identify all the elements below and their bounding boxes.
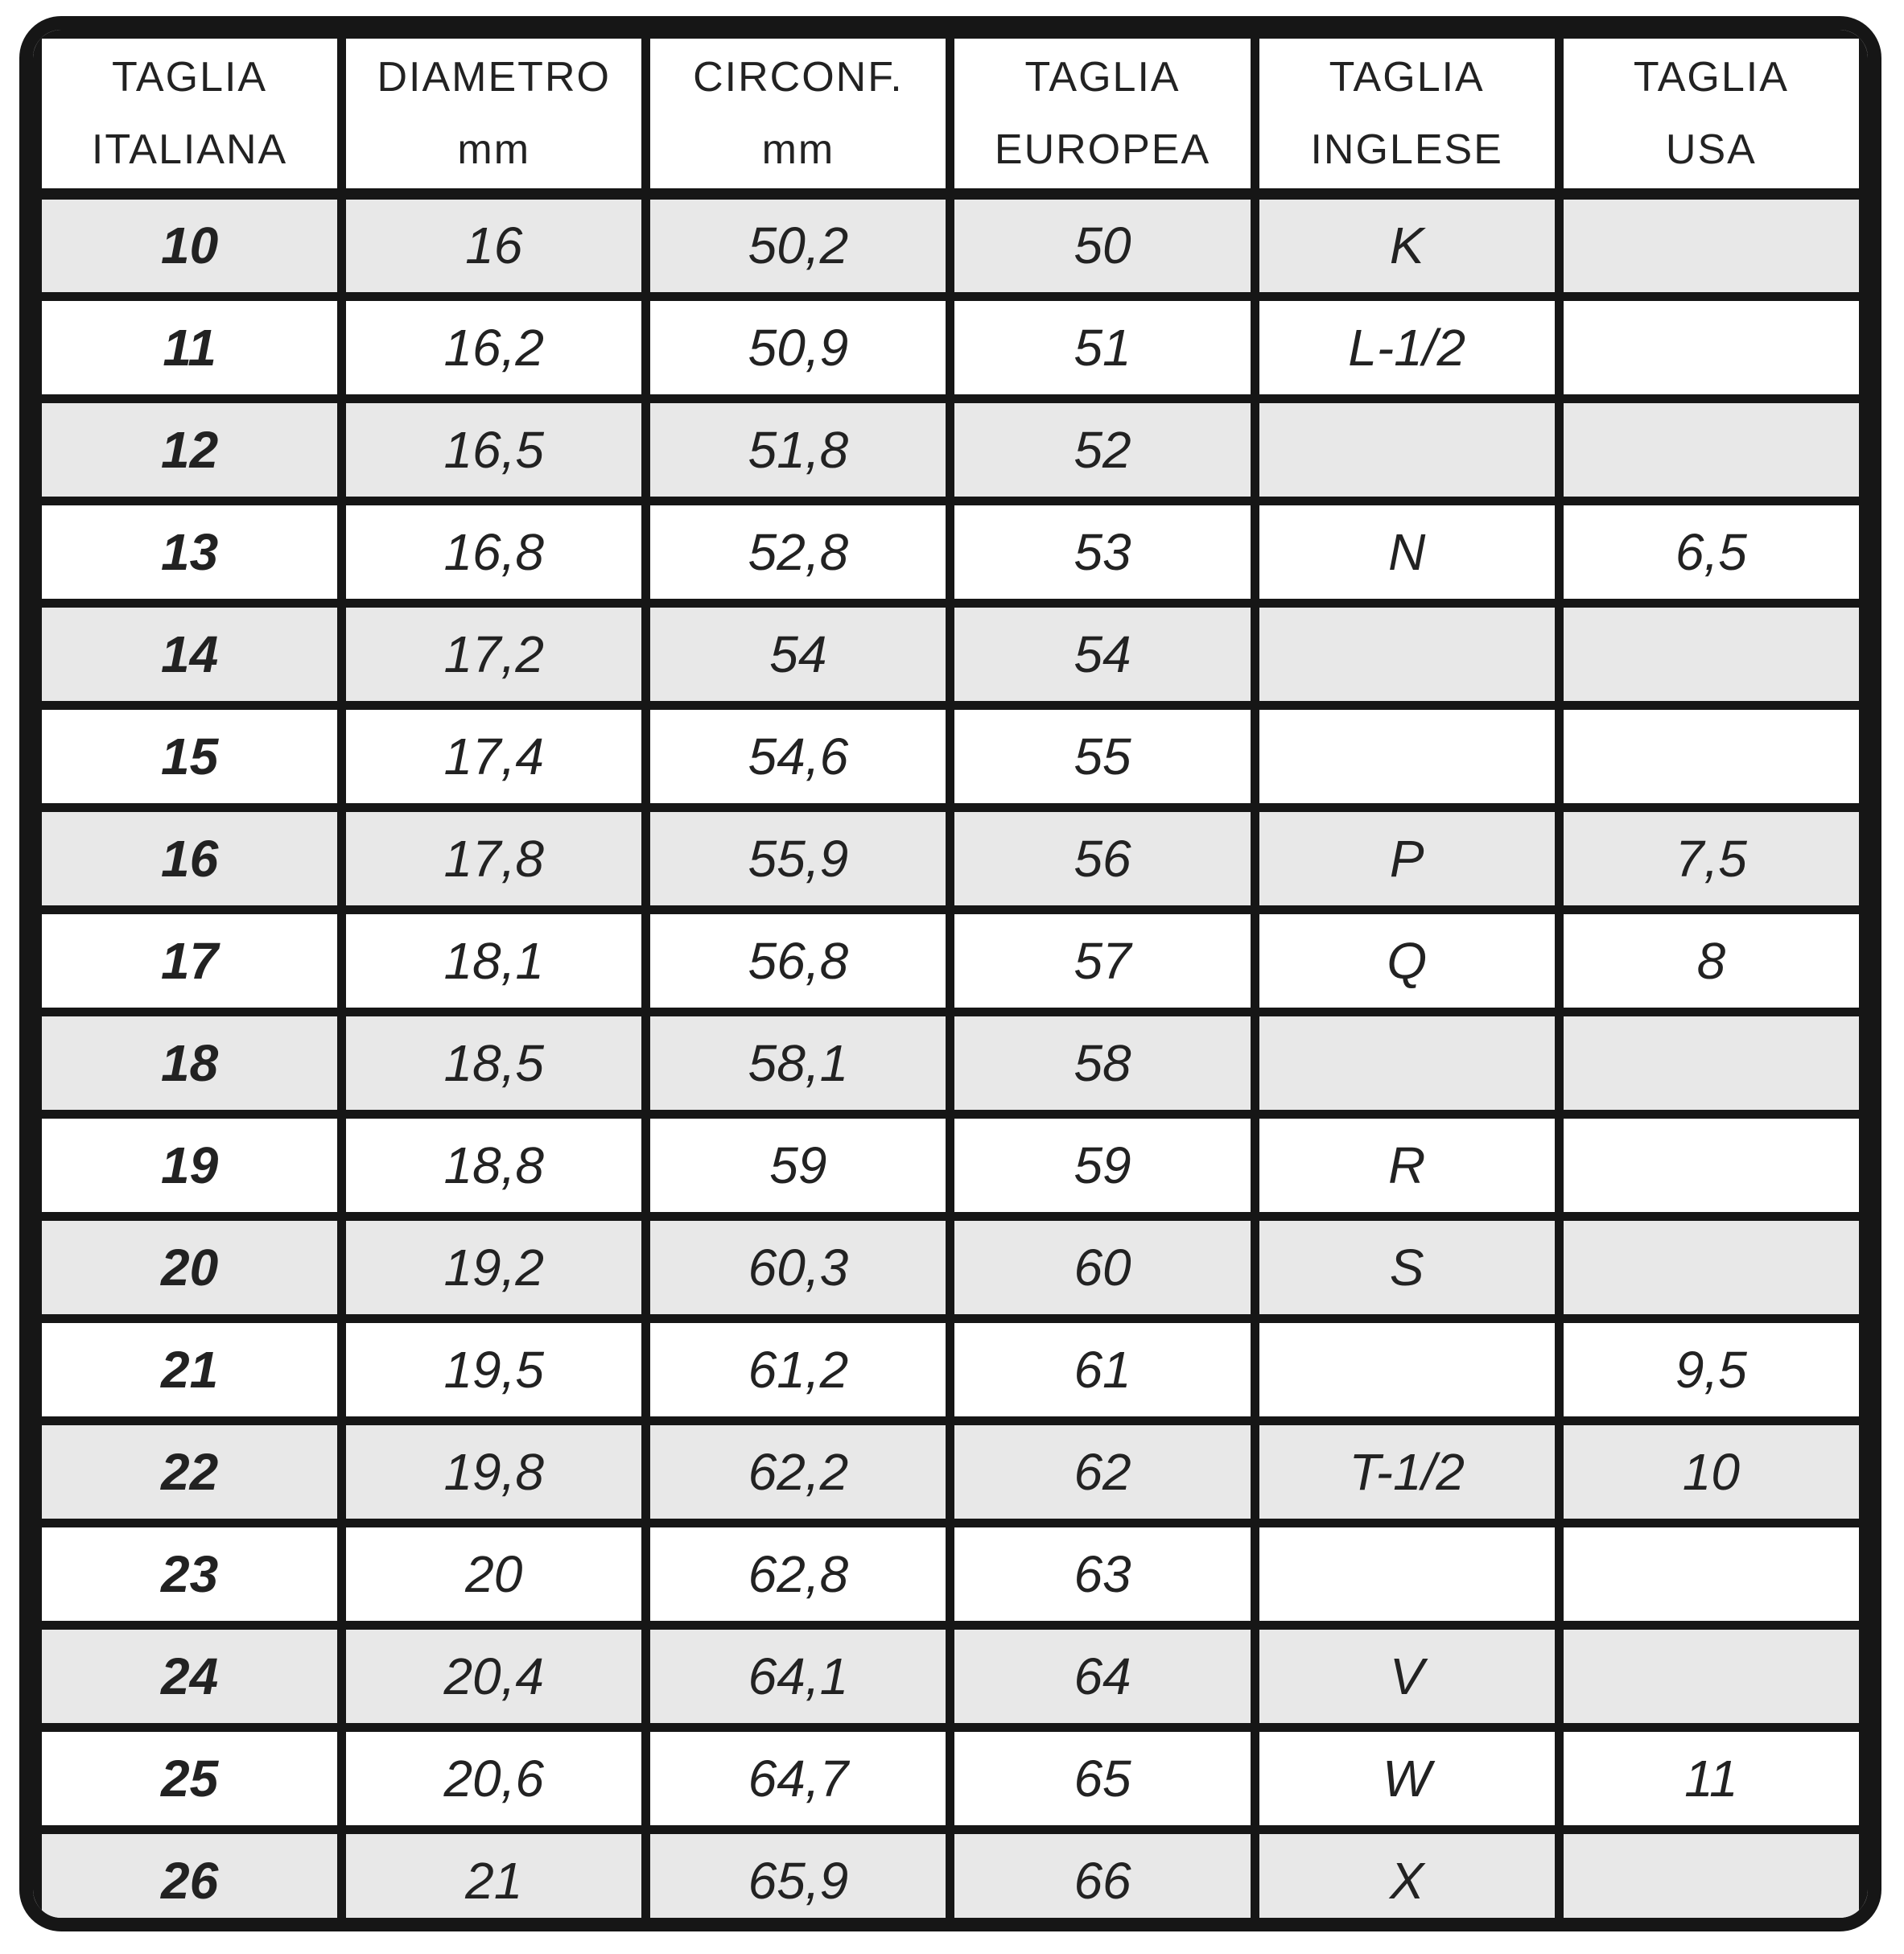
table-cell: 51,8: [646, 398, 950, 501]
table-cell: 18: [38, 1012, 342, 1114]
table-cell: 50: [950, 194, 1255, 296]
column-header-taglia-usa: [1559, 35, 1863, 195]
table-cell: [1559, 1523, 1863, 1625]
table-cell: 60: [950, 1216, 1255, 1318]
table-cell: [1559, 1625, 1863, 1727]
table-cell: X: [1255, 1829, 1559, 1931]
table-cell: 9,5: [1559, 1318, 1863, 1420]
table-cell: 25: [38, 1727, 342, 1829]
table-row: [38, 398, 1864, 501]
table-cell: 60,3: [646, 1216, 950, 1318]
column-title: TAGLIA: [1633, 54, 1789, 101]
table-cell: 21: [38, 1318, 342, 1420]
table-cell: [1255, 1012, 1559, 1114]
column-subtitle: USA: [1665, 126, 1757, 173]
column-header-taglia-inglese: [1255, 35, 1559, 195]
table-cell: 64: [950, 1625, 1255, 1727]
table-cell: [1559, 1216, 1863, 1318]
table-cell: S: [1255, 1216, 1559, 1318]
table-cell: 50,2: [646, 194, 950, 296]
table-body: [38, 194, 1864, 1931]
table-row: [38, 1420, 1864, 1523]
table-row: [38, 296, 1864, 398]
table-row: [38, 194, 1864, 296]
table-cell: 22: [38, 1420, 342, 1523]
table-cell: 62,2: [646, 1420, 950, 1523]
table-cell: 11: [38, 296, 342, 398]
table-cell: [1559, 194, 1863, 296]
table-header: [38, 35, 1864, 195]
table-cell: 8: [1559, 909, 1863, 1012]
table-row: [38, 603, 1864, 705]
table-row: [38, 909, 1864, 1012]
table-cell: 54: [646, 603, 950, 705]
table-cell: 56,8: [646, 909, 950, 1012]
table-cell: 56: [950, 807, 1255, 909]
table-cell: 54,6: [646, 705, 950, 807]
table-cell: P: [1255, 807, 1559, 909]
table-row: [38, 807, 1864, 909]
table-cell: 20: [38, 1216, 342, 1318]
table-cell: 16,5: [342, 398, 646, 501]
column-title: DIAMETRO: [377, 54, 611, 101]
table-cell: 24: [38, 1625, 342, 1727]
table-cell: [1559, 705, 1863, 807]
table-cell: 57: [950, 909, 1255, 1012]
column-title: TAGLIA: [112, 54, 268, 101]
table-cell: 16,2: [342, 296, 646, 398]
table-cell: 58: [950, 1012, 1255, 1114]
table-cell: 19,2: [342, 1216, 646, 1318]
table-row: [38, 1829, 1864, 1931]
table-cell: 15: [38, 705, 342, 807]
table-cell: 64,1: [646, 1625, 950, 1727]
table-cell: 16,8: [342, 501, 646, 603]
column-title: TAGLIA: [1024, 54, 1181, 101]
column-title: CIRCONF.: [693, 54, 904, 101]
table-cell: 7,5: [1559, 807, 1863, 909]
table-cell: 52,8: [646, 501, 950, 603]
table-row: [38, 1216, 1864, 1318]
table-cell: 58,1: [646, 1012, 950, 1114]
table-row: [38, 501, 1864, 603]
table-cell: [1255, 705, 1559, 807]
table-cell: 65: [950, 1727, 1255, 1829]
table-cell: 54: [950, 603, 1255, 705]
table-cell: 66: [950, 1829, 1255, 1931]
table-cell: 20,4: [342, 1625, 646, 1727]
table-cell: W: [1255, 1727, 1559, 1829]
table-cell: 13: [38, 501, 342, 603]
column-subtitle: INGLESE: [1310, 126, 1503, 173]
table-frame: [19, 16, 1881, 1931]
table-cell: 19,5: [342, 1318, 646, 1420]
table-row: [38, 1727, 1864, 1829]
table-row: [38, 1114, 1864, 1216]
column-header-diametro: [342, 35, 646, 195]
table-cell: 19,8: [342, 1420, 646, 1523]
column-subtitle: mm: [761, 126, 835, 173]
table-cell: 14: [38, 603, 342, 705]
table-cell: N: [1255, 501, 1559, 603]
table-cell: 55,9: [646, 807, 950, 909]
table-cell: 26: [38, 1829, 342, 1931]
table-cell: 12: [38, 398, 342, 501]
table-cell: 18,5: [342, 1012, 646, 1114]
table-cell: 16: [342, 194, 646, 296]
ring-size-conversion-table: [33, 30, 1868, 1931]
table-cell: 17,4: [342, 705, 646, 807]
table-cell: [1559, 603, 1863, 705]
table-cell: [1559, 398, 1863, 501]
column-subtitle: EUROPEA: [994, 126, 1211, 173]
table-cell: R: [1255, 1114, 1559, 1216]
table-cell: L-1/2: [1255, 296, 1559, 398]
table-cell: [1255, 1523, 1559, 1625]
table-cell: T-1/2: [1255, 1420, 1559, 1523]
table-cell: 62: [950, 1420, 1255, 1523]
table-cell: 17,2: [342, 603, 646, 705]
table-cell: V: [1255, 1625, 1559, 1727]
column-header-taglia-europea: [950, 35, 1255, 195]
table-cell: 23: [38, 1523, 342, 1625]
table-cell: 18,1: [342, 909, 646, 1012]
table-cell: [1559, 296, 1863, 398]
table-row: [38, 1625, 1864, 1727]
table-cell: 17: [38, 909, 342, 1012]
table-cell: [1255, 1318, 1559, 1420]
table-cell: 19: [38, 1114, 342, 1216]
table-cell: Q: [1255, 909, 1559, 1012]
table-cell: 50,9: [646, 296, 950, 398]
table-cell: 63: [950, 1523, 1255, 1625]
table-cell: 59: [950, 1114, 1255, 1216]
column-subtitle: ITALIANA: [91, 126, 288, 173]
table-cell: 6,5: [1559, 501, 1863, 603]
table-row: [38, 1318, 1864, 1420]
table-cell: 21: [342, 1829, 646, 1931]
table-row: [38, 1523, 1864, 1625]
table-cell: 16: [38, 807, 342, 909]
table-cell: [1255, 398, 1559, 501]
table-cell: [1255, 603, 1559, 705]
column-title: TAGLIA: [1329, 54, 1485, 101]
table-cell: [1559, 1829, 1863, 1931]
table-cell: 55: [950, 705, 1255, 807]
table-cell: 65,9: [646, 1829, 950, 1931]
table-cell: 17,8: [342, 807, 646, 909]
table-cell: 61,2: [646, 1318, 950, 1420]
column-subtitle: mm: [457, 126, 531, 173]
table-cell: 18,8: [342, 1114, 646, 1216]
table-row: [38, 1012, 1864, 1114]
header-row: [38, 35, 1864, 195]
table-cell: 59: [646, 1114, 950, 1216]
table-row: [38, 705, 1864, 807]
table-cell: 51: [950, 296, 1255, 398]
table-cell: 20,6: [342, 1727, 646, 1829]
table-cell: 62,8: [646, 1523, 950, 1625]
table-cell: [1559, 1012, 1863, 1114]
table-cell: K: [1255, 194, 1559, 296]
table-cell: 11: [1559, 1727, 1863, 1829]
table-cell: 10: [38, 194, 342, 296]
column-header-taglia-italiana: [38, 35, 342, 195]
table-cell: 53: [950, 501, 1255, 603]
table-cell: 10: [1559, 1420, 1863, 1523]
table-cell: [1559, 1114, 1863, 1216]
table-cell: 20: [342, 1523, 646, 1625]
table-cell: 64,7: [646, 1727, 950, 1829]
table-cell: 61: [950, 1318, 1255, 1420]
table-cell: 52: [950, 398, 1255, 501]
column-header-circonferenza: [646, 35, 950, 195]
